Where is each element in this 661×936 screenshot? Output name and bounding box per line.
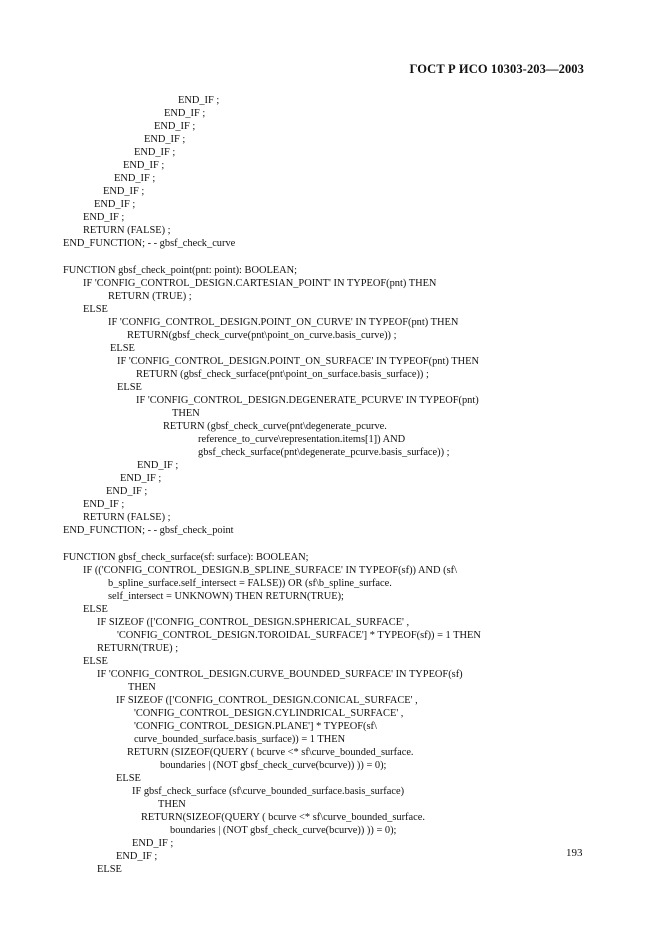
code-line: boundaries | (NOT gbsf_check_curve(bcurve)) )) = 0); [170, 825, 397, 836]
code-line: RETURN(TRUE) ; [97, 643, 179, 654]
code-line: END_IF ; [164, 108, 206, 119]
code-line: 'CONFIG_CONTROL_DESIGN.TOROIDAL_SURFACE'] * TYPEOF(sf)) = 1 THEN [117, 630, 481, 641]
code-line: RETURN (FALSE) ; [83, 512, 171, 523]
code-line: END_IF ; [134, 147, 176, 158]
code-line: IF SIZEOF (['CONFIG_CONTROL_DESIGN.SPHERICAL_SURFACE' , [97, 617, 410, 628]
code-line: THEN [172, 408, 200, 419]
code-line: IF 'CONFIG_CONTROL_DESIGN.CARTESIAN_POINT' IN TYPEOF(pnt) THEN [83, 278, 437, 289]
code-line: RETURN (FALSE) ; [83, 225, 171, 236]
code-line: curve_bounded_surface.basis_surface)) = 1 THEN [134, 734, 346, 745]
code-line: ELSE [117, 382, 142, 393]
code-line: reference_to_curve\representation.items[1]) AND [198, 434, 406, 445]
code-line: ELSE [116, 773, 141, 784]
code-line: self_intersect = UNKNOWN) THEN RETURN(TRUE); [108, 591, 344, 602]
code-line: END_IF ; [94, 199, 136, 210]
page-number: 193 [566, 847, 583, 859]
code-line: ELSE [110, 343, 135, 354]
code-line: END_IF ; [178, 95, 220, 106]
code-line: ELSE [83, 604, 108, 615]
code-line: boundaries | (NOT gbsf_check_curve(bcurve)) )) = 0); [160, 760, 387, 771]
code-line: b_spline_surface.self_intersect = FALSE)) OR (sf\b_spline_surface. [108, 578, 392, 589]
code-line: END_IF ; [83, 212, 125, 223]
code-line: FUNCTION gbsf_check_point(pnt: point): BOOLEAN; [63, 265, 298, 276]
code-line: IF (('CONFIG_CONTROL_DESIGN.B_SPLINE_SURFACE' IN TYPEOF(sf)) AND (sf\ [83, 565, 457, 576]
code-line: RETURN (gbsf_check_surface(pnt\point_on_surface.basis_surface)) ; [136, 369, 429, 380]
code-line: ELSE [83, 656, 108, 667]
code-line: END_IF ; [83, 499, 125, 510]
code-line: END_IF ; [144, 134, 186, 145]
code-line: RETURN (SIZEOF(QUERY ( bcurve <* sf\curve_bounded_surface. [127, 747, 414, 758]
code-line: END_IF ; [137, 460, 179, 471]
code-line: THEN [158, 799, 186, 810]
code-line: END_FUNCTION; - - gbsf_check_curve [63, 238, 236, 249]
code-line: END_IF ; [106, 486, 148, 497]
code-line: RETURN (TRUE) ; [108, 291, 192, 302]
code-line: END_IF ; [114, 173, 156, 184]
code-line: END_IF ; [120, 473, 162, 484]
code-line: ELSE [97, 864, 122, 875]
code-line: ELSE [83, 304, 108, 315]
code-line: RETURN (gbsf_check_curve(pnt\degenerate_pcurve. [163, 421, 387, 432]
document-header: ГОСТ Р ИСО 10303-203—2003 [409, 62, 584, 76]
code-line: IF 'CONFIG_CONTROL_DESIGN.CURVE_BOUNDED_SURFACE' IN TYPEOF(sf) [97, 669, 463, 680]
code-line: IF gbsf_check_surface (sf\curve_bounded_surface.basis_surface) [132, 786, 405, 797]
code-line: IF 'CONFIG_CONTROL_DESIGN.POINT_ON_SURFACE' IN TYPEOF(pnt) THEN [117, 356, 479, 367]
code-line: IF SIZEOF (['CONFIG_CONTROL_DESIGN.CONICAL_SURFACE' , [116, 695, 418, 706]
code-line: 'CONFIG_CONTROL_DESIGN.PLANE'] * TYPEOF(sf\ [134, 721, 377, 732]
code-line: FUNCTION gbsf_check_surface(sf: surface): BOOLEAN; [63, 552, 309, 563]
code-line: END_IF ; [123, 160, 165, 171]
code-line: END_FUNCTION; - - gbsf_check_point [63, 525, 234, 536]
code-line: gbsf_check_surface(pnt\degenerate_pcurve.basis_surface)) ; [198, 447, 450, 458]
code-line: IF 'CONFIG_CONTROL_DESIGN.POINT_ON_CURVE' IN TYPEOF(pnt) THEN [108, 317, 459, 328]
code-line: RETURN(gbsf_check_curve(pnt\point_on_curve.basis_curve)) ; [127, 330, 397, 341]
code-line: THEN [128, 682, 156, 693]
code-line: 'CONFIG_CONTROL_DESIGN.CYLINDRICAL_SURFACE' , [134, 708, 404, 719]
code-line: END_IF ; [103, 186, 145, 197]
code-line: END_IF ; [154, 121, 196, 132]
code-line: IF 'CONFIG_CONTROL_DESIGN.DEGENERATE_PCURVE' IN TYPEOF(pnt) [136, 395, 479, 406]
code-line: END_IF ; [132, 838, 174, 849]
code-line: END_IF ; [116, 851, 158, 862]
code-line: RETURN(SIZEOF(QUERY ( bcurve <* sf\curve_bounded_surface. [141, 812, 425, 823]
